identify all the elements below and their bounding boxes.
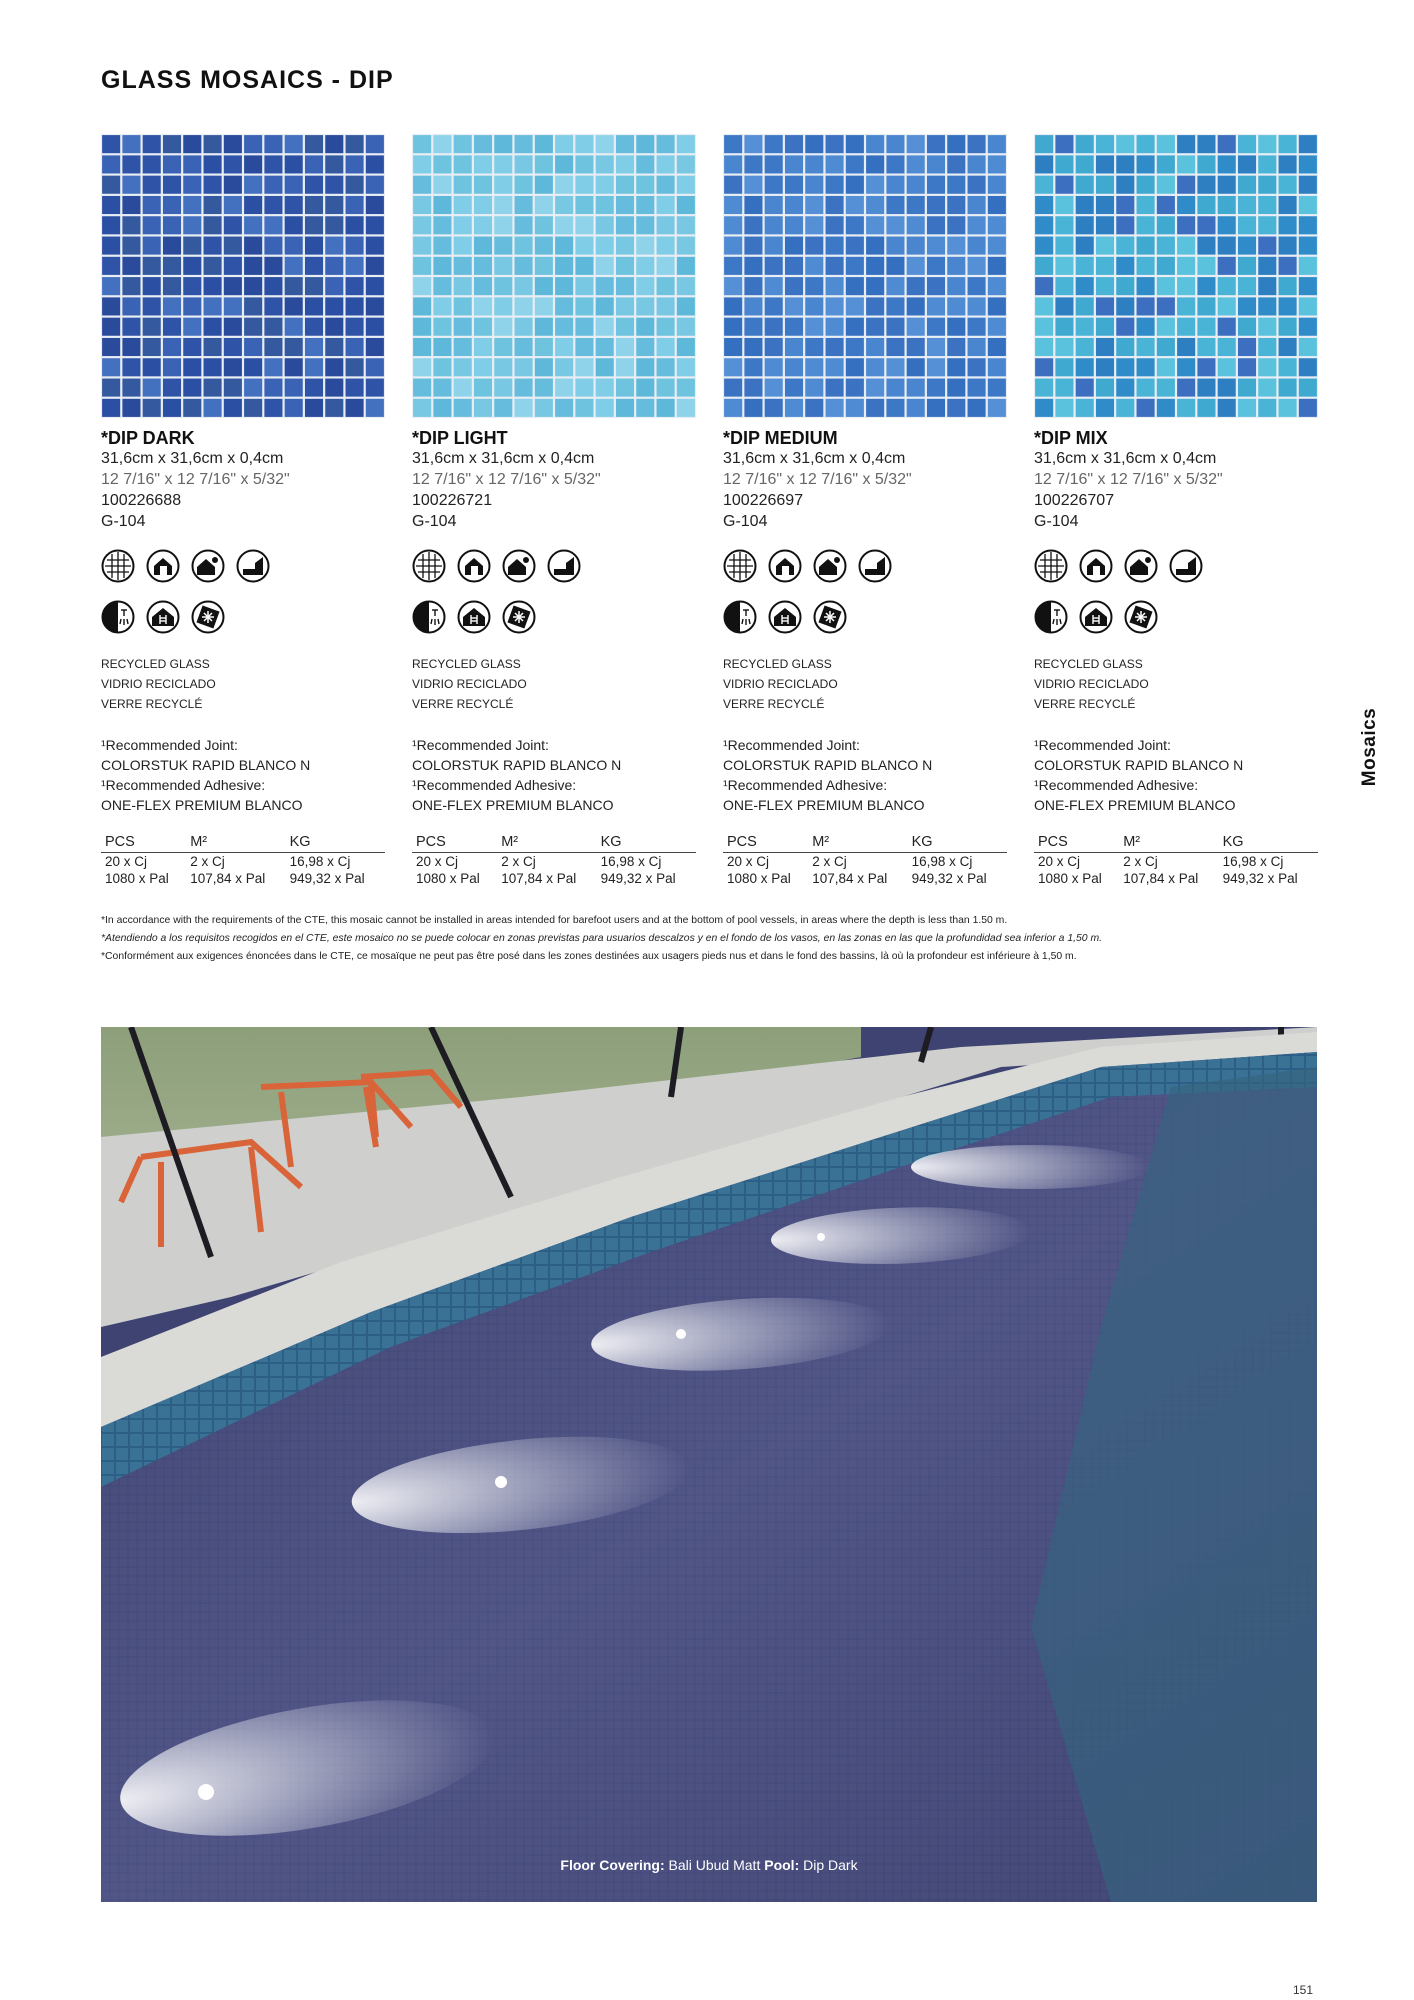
material-label: VERRE RECYCLÉ xyxy=(412,697,514,711)
usage-icons-row-1 xyxy=(723,549,1007,583)
packaging-cell: 949,32 x Pal xyxy=(289,871,365,886)
caption-floor-label: Floor Covering: xyxy=(560,1857,665,1873)
size-imperial: 12 7/16" x 12 7/16" x 5/32" xyxy=(723,471,912,488)
product-card-dip-medium xyxy=(723,134,1007,887)
packaging-cell: 949,32 x Pal xyxy=(600,871,676,886)
packaging-header-cell: PCS xyxy=(101,834,186,853)
packaging-header-cell: KG xyxy=(908,834,1007,853)
caption-pool-value: Dip Dark xyxy=(803,1857,858,1873)
note-spanish: *Atendiendo a los requisitos recogidos en el CTE, este mosaico no se puede colocar en zonas previstas para usuarios descalzos y en el fondo de los vasos, en las zonas en las que la profundidad sea inferior a 1,50 m. xyxy=(101,933,1102,944)
product-card-dip-light xyxy=(412,134,696,887)
pool-photo xyxy=(101,1027,1317,1902)
product-code: 100226697 xyxy=(723,492,804,509)
packaging-row xyxy=(101,853,385,871)
packaging-cell: 1080 x Pal xyxy=(105,871,169,886)
usage-icons-row-1 xyxy=(101,549,385,583)
material-list xyxy=(101,654,385,714)
note-french: *Conformément aux exigences énoncées dans le CTE, ce mosaïque ne peut pas être posé dans les zones destinées aux usagers pieds nus et dans le fond des bassins, là où la profondeur est inférieure à 1,50 m. xyxy=(101,951,1077,962)
size-metric: 31,6cm x 31,6cm x 0,4cm xyxy=(101,450,284,467)
size-metric: 31,6cm x 31,6cm x 0,4cm xyxy=(723,450,906,467)
joint-value: COLORSTUK RAPID BLANCO N xyxy=(101,757,311,773)
packaging-header-cell: KG xyxy=(286,834,385,853)
packaging-cell: 16,98 x Cj xyxy=(911,854,973,869)
packaging-header-cell: M² xyxy=(186,834,285,853)
joint-value: COLORSTUK RAPID BLANCO N xyxy=(412,757,622,773)
material-list xyxy=(1034,654,1318,714)
joint-label: ¹Recommended Joint: xyxy=(1034,737,1171,753)
packaging-cell: 2 x Cj xyxy=(190,854,225,869)
size-imperial: 12 7/16" x 12 7/16" x 5/32" xyxy=(412,471,601,488)
packaging-cell: 107,84 x Pal xyxy=(190,871,266,886)
usage-icons-row-1 xyxy=(1034,549,1318,583)
packaging-cell: 107,84 x Pal xyxy=(1123,871,1199,886)
size-imperial: 12 7/16" x 12 7/16" x 5/32" xyxy=(1034,471,1223,488)
material-label: VIDRIO RECICLADO xyxy=(101,677,216,691)
pool-icon xyxy=(146,600,180,634)
usage-icons-row-2 xyxy=(723,600,1007,634)
product-group: G-104 xyxy=(412,513,457,530)
mosaic-grid-icon xyxy=(723,549,757,583)
material-list xyxy=(412,654,696,714)
caption-pool-label: Pool: xyxy=(764,1857,800,1873)
size-metric: 31,6cm x 31,6cm x 0,4cm xyxy=(1034,450,1217,467)
product-group: G-104 xyxy=(1034,513,1079,530)
recommendations xyxy=(412,735,696,815)
packaging-cell: 1080 x Pal xyxy=(1038,871,1102,886)
packaging-table xyxy=(101,834,385,887)
frost-resistant-icon xyxy=(813,600,847,634)
packaging-cell: 949,32 x Pal xyxy=(1222,871,1298,886)
adhesive-value: ONE-FLEX PREMIUM BLANCO xyxy=(101,797,303,813)
wall-exterior-icon xyxy=(502,549,536,583)
adhesive-label: ¹Recommended Adhesive: xyxy=(1034,777,1199,793)
page-title: GLASS MOSAICS - DIP xyxy=(101,66,394,94)
packaging-row xyxy=(412,870,696,887)
floor-exterior-icon xyxy=(236,549,270,583)
shower-icon xyxy=(101,600,135,634)
material-label: VERRE RECYCLÉ xyxy=(723,697,825,711)
pool-photo-illustration xyxy=(101,1027,1317,1902)
packaging-cell: 2 x Cj xyxy=(812,854,847,869)
usage-icons-row-2 xyxy=(1034,600,1318,634)
product-code: 100226707 xyxy=(1034,492,1115,509)
usage-icons-row-1 xyxy=(412,549,696,583)
packaging-header-cell: PCS xyxy=(723,834,808,853)
shower-icon xyxy=(412,600,446,634)
recommendations xyxy=(101,735,385,815)
adhesive-label: ¹Recommended Adhesive: xyxy=(412,777,577,793)
packaging-cell: 16,98 x Cj xyxy=(1222,854,1284,869)
packaging-row xyxy=(1034,853,1318,871)
mosaic-swatch xyxy=(101,134,385,418)
mosaic-swatch xyxy=(412,134,696,418)
pool-icon xyxy=(1079,600,1113,634)
packaging-table xyxy=(412,834,696,887)
material-label: RECYCLED GLASS xyxy=(1034,657,1143,671)
packaging-row xyxy=(723,853,1007,871)
usage-icons-row-2 xyxy=(101,600,385,634)
material-label: RECYCLED GLASS xyxy=(101,657,210,671)
packaging-cell: 1080 x Pal xyxy=(727,871,791,886)
wall-interior-icon xyxy=(146,549,180,583)
product-name: *DIP DARK xyxy=(101,428,195,448)
packaging-row xyxy=(412,853,696,871)
packaging-cell: 20 x Cj xyxy=(1038,854,1081,869)
adhesive-label: ¹Recommended Adhesive: xyxy=(101,777,266,793)
material-label: VIDRIO RECICLADO xyxy=(412,677,527,691)
floor-exterior-icon xyxy=(547,549,581,583)
mosaic-swatch xyxy=(723,134,1007,418)
product-group: G-104 xyxy=(723,513,768,530)
floor-exterior-icon xyxy=(1169,549,1203,583)
wall-exterior-icon xyxy=(813,549,847,583)
material-label: VIDRIO RECICLADO xyxy=(1034,677,1149,691)
size-metric: 31,6cm x 31,6cm x 0,4cm xyxy=(412,450,595,467)
packaging-header-row xyxy=(101,834,385,853)
packaging-header-row xyxy=(412,834,696,853)
frost-resistant-icon xyxy=(502,600,536,634)
recommendations xyxy=(723,735,1007,815)
joint-label: ¹Recommended Joint: xyxy=(723,737,860,753)
packaging-row xyxy=(723,870,1007,887)
floor-exterior-icon xyxy=(858,549,892,583)
wall-interior-icon xyxy=(457,549,491,583)
packaging-header-row xyxy=(1034,834,1318,853)
product-name: *DIP LIGHT xyxy=(412,428,508,448)
packaging-table xyxy=(723,834,1007,887)
frost-resistant-icon xyxy=(191,600,225,634)
joint-value: COLORSTUK RAPID BLANCO N xyxy=(723,757,933,773)
packaging-header-cell: M² xyxy=(1119,834,1218,853)
product-name: *DIP MEDIUM xyxy=(723,428,838,448)
mosaic-grid-icon xyxy=(1034,549,1068,583)
page-number: 151 xyxy=(1293,1983,1314,1997)
product-card-dip-dark xyxy=(101,134,385,887)
mosaic-grid-icon xyxy=(412,549,446,583)
frost-resistant-icon xyxy=(1124,600,1158,634)
packaging-header-cell: PCS xyxy=(412,834,497,853)
material-label: RECYCLED GLASS xyxy=(723,657,832,671)
recommendations xyxy=(1034,735,1318,815)
adhesive-label: ¹Recommended Adhesive: xyxy=(723,777,888,793)
material-label: VIDRIO RECICLADO xyxy=(723,677,838,691)
product-card-dip-mix xyxy=(1034,134,1318,887)
wall-exterior-icon xyxy=(191,549,225,583)
photo-caption xyxy=(101,1857,1317,1873)
joint-label: ¹Recommended Joint: xyxy=(412,737,549,753)
joint-label: ¹Recommended Joint: xyxy=(101,737,238,753)
material-list xyxy=(723,654,1007,714)
caption-floor-value: Bali Ubud Matt xyxy=(668,1857,761,1873)
size-imperial: 12 7/16" x 12 7/16" x 5/32" xyxy=(101,471,290,488)
product-code: 100226721 xyxy=(412,492,493,509)
packaging-cell: 107,84 x Pal xyxy=(812,871,888,886)
pool-icon xyxy=(768,600,802,634)
material-label: VERRE RECYCLÉ xyxy=(1034,697,1136,711)
packaging-row xyxy=(1034,870,1318,887)
shower-icon xyxy=(723,600,757,634)
packaging-header-cell: KG xyxy=(1219,834,1318,853)
product-grid xyxy=(101,134,1317,904)
packaging-cell: 949,32 x Pal xyxy=(911,871,987,886)
packaging-header-cell: PCS xyxy=(1034,834,1119,853)
adhesive-value: ONE-FLEX PREMIUM BLANCO xyxy=(412,797,614,813)
material-label: RECYCLED GLASS xyxy=(412,657,521,671)
wall-interior-icon xyxy=(768,549,802,583)
packaging-cell: 16,98 x Cj xyxy=(289,854,351,869)
packaging-header-cell: KG xyxy=(597,834,696,853)
wall-interior-icon xyxy=(1079,549,1113,583)
note-english: *In accordance with the requirements of the CTE, this mosaic cannot be installed in areas intended for barefoot users and at the bottom of pool vessels, in areas where the depth is less than 1.50 m. xyxy=(101,915,1008,926)
pool-icon xyxy=(457,600,491,634)
packaging-row xyxy=(101,870,385,887)
mosaic-grid-icon xyxy=(101,549,135,583)
product-code: 100226688 xyxy=(101,492,182,509)
adhesive-value: ONE-FLEX PREMIUM BLANCO xyxy=(723,797,925,813)
section-side-label: Mosaics xyxy=(1359,707,1380,787)
shower-icon xyxy=(1034,600,1068,634)
packaging-cell: 2 x Cj xyxy=(1123,854,1158,869)
packaging-cell: 20 x Cj xyxy=(727,854,770,869)
material-label: VERRE RECYCLÉ xyxy=(101,697,203,711)
joint-value: COLORSTUK RAPID BLANCO N xyxy=(1034,757,1244,773)
product-name: *DIP MIX xyxy=(1034,428,1108,448)
packaging-cell: 16,98 x Cj xyxy=(600,854,662,869)
packaging-cell: 2 x Cj xyxy=(501,854,536,869)
wall-exterior-icon xyxy=(1124,549,1158,583)
packaging-cell: 1080 x Pal xyxy=(416,871,480,886)
packaging-header-cell: M² xyxy=(497,834,596,853)
adhesive-value: ONE-FLEX PREMIUM BLANCO xyxy=(1034,797,1236,813)
usage-icons-row-2 xyxy=(412,600,696,634)
cte-notes xyxy=(101,912,1317,966)
product-group: G-104 xyxy=(101,513,146,530)
packaging-cell: 107,84 x Pal xyxy=(501,871,577,886)
packaging-header-cell: M² xyxy=(808,834,907,853)
packaging-header-row xyxy=(723,834,1007,853)
packaging-cell: 20 x Cj xyxy=(105,854,148,869)
packaging-cell: 20 x Cj xyxy=(416,854,459,869)
mosaic-swatch xyxy=(1034,134,1318,418)
packaging-table xyxy=(1034,834,1318,887)
